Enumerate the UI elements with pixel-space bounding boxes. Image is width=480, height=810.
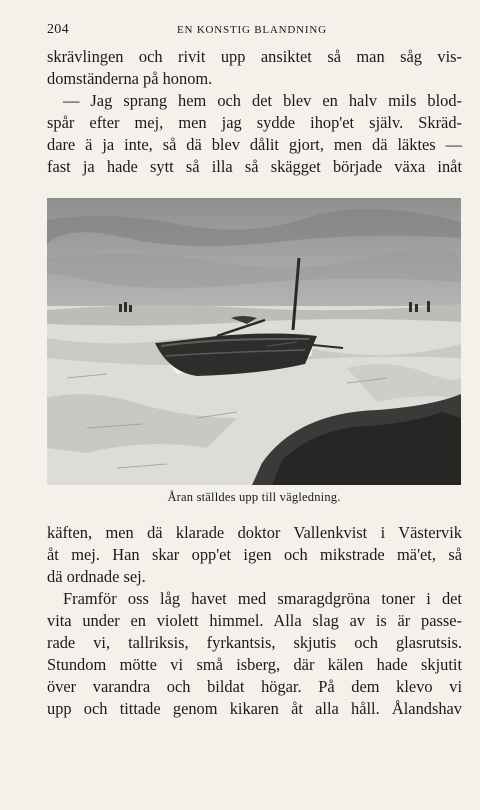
text-line: vita under en violett himmel. Alla slag av is är passe- xyxy=(47,611,462,630)
boat-on-ice-illustration xyxy=(47,198,461,485)
text-line: åt mej. Han skar opp'et igen och mikstrade mä'et, så xyxy=(47,545,462,564)
figure-caption: Åran ställdes upp till vägledning. xyxy=(167,490,341,504)
text-block-bottom xyxy=(47,522,462,720)
running-header xyxy=(47,22,460,40)
text-line: Stundom mötte vi små isberg, där kälen hade skjutit xyxy=(47,655,462,674)
text-block-top xyxy=(47,46,462,178)
text-line: dare ä ja inte, så dä blev dålit gjort, men dä läktes — xyxy=(47,135,462,154)
running-title: EN KONSTIG BLANDNING xyxy=(177,24,327,36)
text-line: rade vi, tallriksis, fyrkantsis, skjutis och glasrutsis. xyxy=(47,633,462,652)
text-line: skrävlingen och rivit upp ansiktet så man såg vis- xyxy=(47,47,462,66)
text-line: över varandra och bildat högar. På dem klevo vi xyxy=(47,677,462,696)
text-line: upp och tittade genom kikaren åt alla håll. Ålandshav xyxy=(47,699,462,718)
text-line: fast ja hade sytt så illa så skägget började växa inåt xyxy=(47,157,462,176)
text-line: spår efter mej, men jag sydde ihop'et själv. Skräd- xyxy=(47,113,462,132)
text-line: Framför oss låg havet med smaragdgröna toner i det xyxy=(63,589,462,608)
text-line: dä ordnade sej. xyxy=(47,567,146,586)
text-line: käften, men dä klarade doktor Vallenkvist i Västervik xyxy=(47,523,462,542)
text-line: — Jag sprang hem och det blev en halv mils blod- xyxy=(63,91,462,110)
page-number: 204 xyxy=(47,22,69,37)
text-line: domständerna på honom. xyxy=(47,69,213,88)
